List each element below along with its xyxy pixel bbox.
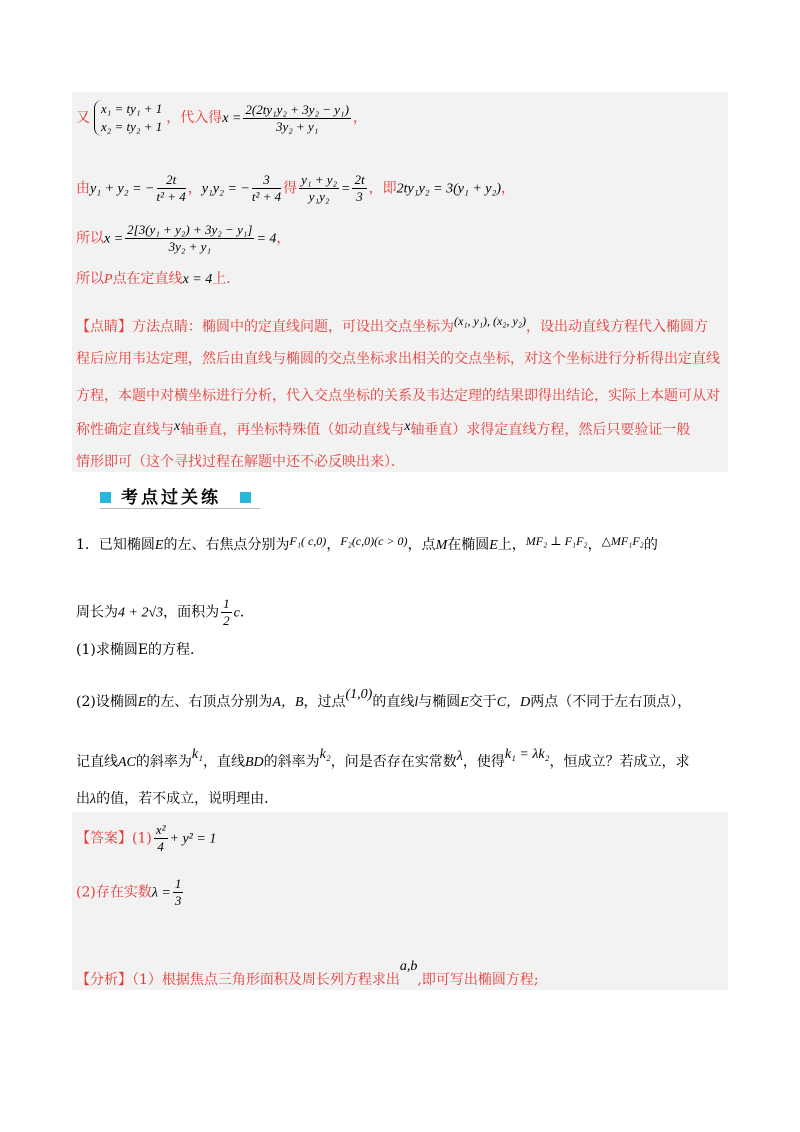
problem-question-2-line-1: (2)设椭圆E的左、右顶点分别为A，B，过点(1,0)的直线l与椭圆E交于C，D两点（不同于左右顶点），	[76, 687, 692, 710]
solution-line-1: 又 x₁ = ty₁ + 1 x₂ = ty₂ + 1 ，代入得x = $\frac{\text{2(2ty₁y₂ + 3y₂ − y₁)}}{\text{3y₂ + y₁}}$ ，	[76, 101, 367, 134]
fraction-ratio-value: $\frac{2t}{3}$	[354, 172, 365, 204]
problem-line-2: 周长为4 + 2√3，面积为 $\frac{1}{2}$ c．	[76, 596, 254, 628]
analysis-label: 【分析】	[76, 972, 132, 988]
answer-label: 【答案】	[76, 830, 132, 847]
square-bullet-icon	[240, 492, 251, 503]
solution-line-3: 所以x = $\frac{\text{2[3(y₁ + y₂) + 3y₂ − y₁]}}{\text{3y₂ + y₁}}$ = 4，	[76, 222, 291, 254]
heading-underline	[100, 508, 260, 509]
problem-question-1: (1)求椭圆E的方程．	[76, 642, 205, 658]
problem-question-2-line-2: 记直线AC的斜率为k₁，直线BD的斜率为k₂，问是否存在实常数λ，使得k₁ = λk₂，恒成立？若成立，求	[76, 747, 690, 770]
solution-line-2: 由y₁ + y₂ = − $\frac{2t}{\text{t² + 4}}$ ，y₁y₂ = − $\frac{3}{\text{t² + 4}}$ 得 $\frac{\text{y₁ + y₂}}{\text{y₁y₂}}$ = $\frac{2t}{3}$ ，即2ty₁y₂ = 3(y₁ + y₂)，	[76, 172, 516, 204]
dianjing-line-2: 程后应用韦达定理，然后由直线与椭圆的交点坐标求出相关的交点坐标，对这个坐标进行分析得出定直线	[76, 351, 720, 367]
analysis-line: 【分析】（1）根据焦点三角形面积及周长列方程求出a,b,即可写出椭圆方程;	[76, 959, 539, 988]
fraction-ratio: $\frac{\text{y₁ + y₂}}{\text{y₁y₂}}$	[301, 172, 338, 204]
fraction-sum: $\frac{2t}{\text{t² + 4}}$	[156, 172, 186, 204]
dianjing-line-4: 称性确定直线与x轴垂直，再坐标特殊值（如动直线与x轴垂直）求得定直线方程，然后只要验证一般	[76, 419, 691, 438]
fraction-product: $\frac{3}{\text{t² + 4}}$	[251, 172, 282, 204]
fraction-ellipse: $\frac{\text{x²}}{4}$	[155, 822, 166, 854]
section-heading	[100, 487, 260, 509]
problem-question-2-line-3: 出λ的值，若不成立，说明理由．	[76, 791, 279, 807]
dianjing-line-3: 方程，本题中对横坐标进行分析，代入交点坐标的关系及韦达定理的结果即得出结论，实际上本题可从对	[76, 388, 720, 404]
dianjing-label: 【点睛】	[76, 319, 132, 335]
fraction-area: $\frac{1}{2}$	[223, 596, 230, 628]
section-heading-text: 考点过关练	[121, 488, 221, 508]
fraction-lambda: $\frac{1}{3}$	[174, 876, 182, 908]
dianjing-line-1: 【点睛】方法点睛：椭圆中的定直线问题，可设出交点坐标为(x₁, y₁), (x₂, y₂)，设出动直线方程代入椭圆方	[76, 314, 708, 335]
fraction-x-expression: $\frac{\text{2(2ty₁y₂ + 3y₂ − y₁)}}{\text{3y₂ + y₁}}$	[245, 101, 349, 134]
answer-line-2: (2)存在实数λ = $\frac{1}{3}$	[76, 876, 182, 908]
problem-line-1: 1．已知椭圆E的左、右焦点分别为F₁( c,0)，F₂(c,0)(c > 0)，点M在椭圆E上，MF₂ ⊥ F₁F₂，△MF₁F₂的	[76, 534, 658, 553]
square-bullet-icon	[100, 492, 111, 503]
equation-system: x₁ = ty₁ + 1 x₂ = ty₂ + 1	[94, 100, 162, 136]
answer-line-1: 【答案】(1) $\frac{\text{x²}}{4}$ + y² = 1	[76, 822, 217, 854]
fraction-x-final: $\frac{\text{2[3(y₁ + y₂) + 3y₂ − y₁]}}{\text{3y₂ + y₁}}$	[127, 222, 253, 254]
solution-line-4: 所以P点在定直线x = 4上．	[76, 271, 241, 287]
dianjing-line-5: 情形即可（这个寻找过程在解题中还不必反映出来）．	[76, 454, 405, 470]
